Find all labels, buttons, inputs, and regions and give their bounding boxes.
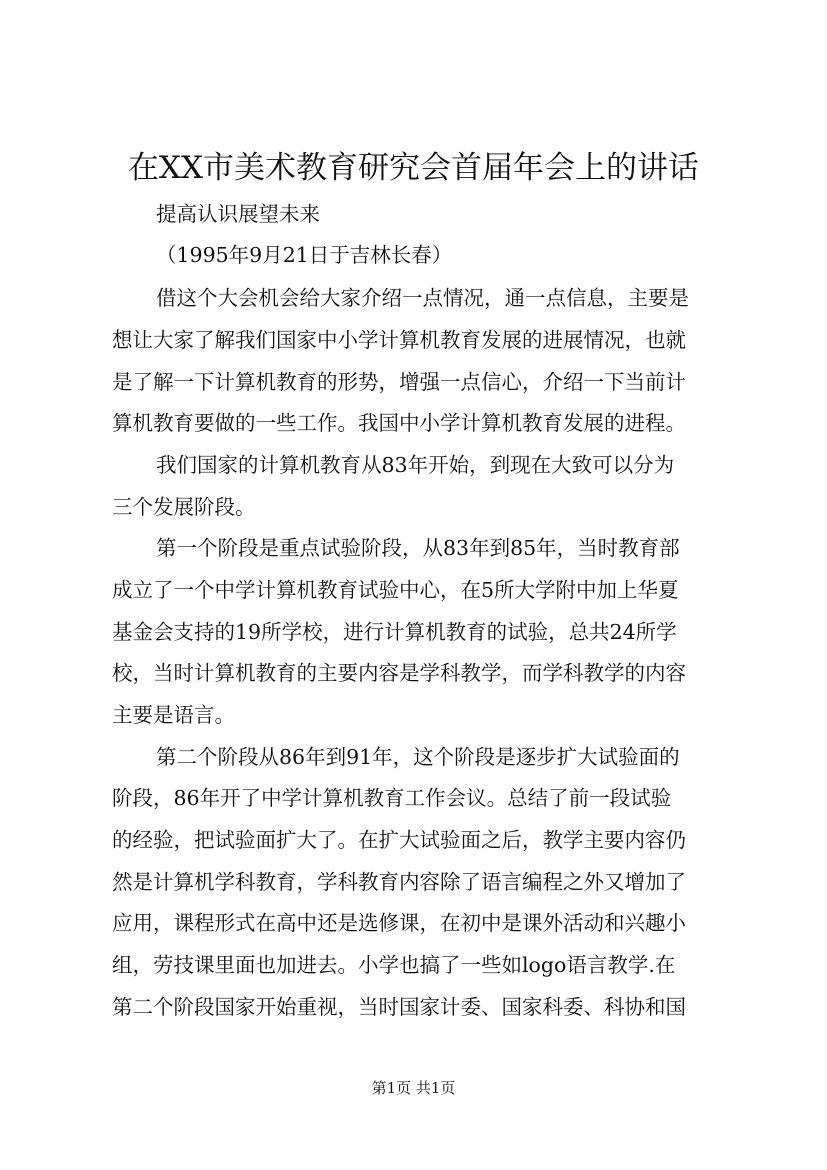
paragraph-line: 阶段，86年开了中学计算机教育工作会议。总结了前一段试验 [112, 786, 672, 810]
page-footer: 第1页 共1页 [371, 1079, 456, 1097]
paragraph-line: 应用，课程形式在高中还是选修课，在初中是课外活动和兴趣小 [112, 911, 686, 935]
paragraph-line: 基金会支持的19所学校，进行计算机教育的试验，总共24所学 [112, 620, 677, 644]
paragraph-line: 借这个大会机会给大家介绍一点情况，通一点信息，主要是 [156, 286, 689, 310]
paragraph-line: 成立了一个中学计算机教育试验中心，在5所大学附中加上华夏 [112, 578, 679, 602]
paragraph-line: 是了解一下计算机教育的形势，增强一点信心，介绍一下当前计 [112, 370, 686, 394]
paragraph-line: 第二个阶段国家开始重视，当时国家计委、国家科委、科协和国 [112, 995, 686, 1019]
document-subtitle: 提高认识展望未来 [156, 202, 320, 226]
paragraph-line: 我们国家的计算机教育从83年开始，到现在大致可以分为 [156, 453, 675, 477]
paragraph-line: 算机教育要做的一些工作。我国中小学计算机教育发展的进程。 [112, 411, 686, 435]
paragraph-line: 想让大家了解我们国家中小学计算机教育发展的进展情况，也就 [112, 328, 686, 352]
date-line: （1995年9月21日于吉林长春） [156, 243, 453, 267]
paragraph-line: 然是计算机学科教育，学科教育内容除了语言编程之外又增加了 [112, 870, 686, 894]
paragraph-line: 校，当时计算机教育的主要内容是学科教学，而学科教学的内容 [112, 661, 686, 685]
paragraph-line: 组，劳技课里面也加进去。小学也搞了一些如logo语言教学.在 [112, 953, 676, 977]
paragraph-line: 三个发展阶段。 [112, 495, 256, 519]
paragraph-line: 的经验，把试验面扩大了。在扩大试验面之后，教学主要内容仍 [112, 828, 686, 852]
paragraph-line: 主要是语言。 [112, 703, 235, 727]
paragraph-line: 第二个阶段从86年到91年，这个阶段是逐步扩大试验面的 [156, 745, 680, 769]
document-title: 在XX市美术教育研究会首届年会上的讲话 [127, 150, 700, 186]
paragraph-line: 第一个阶段是重点试验阶段，从83年到85年，当时教育部 [156, 536, 680, 560]
